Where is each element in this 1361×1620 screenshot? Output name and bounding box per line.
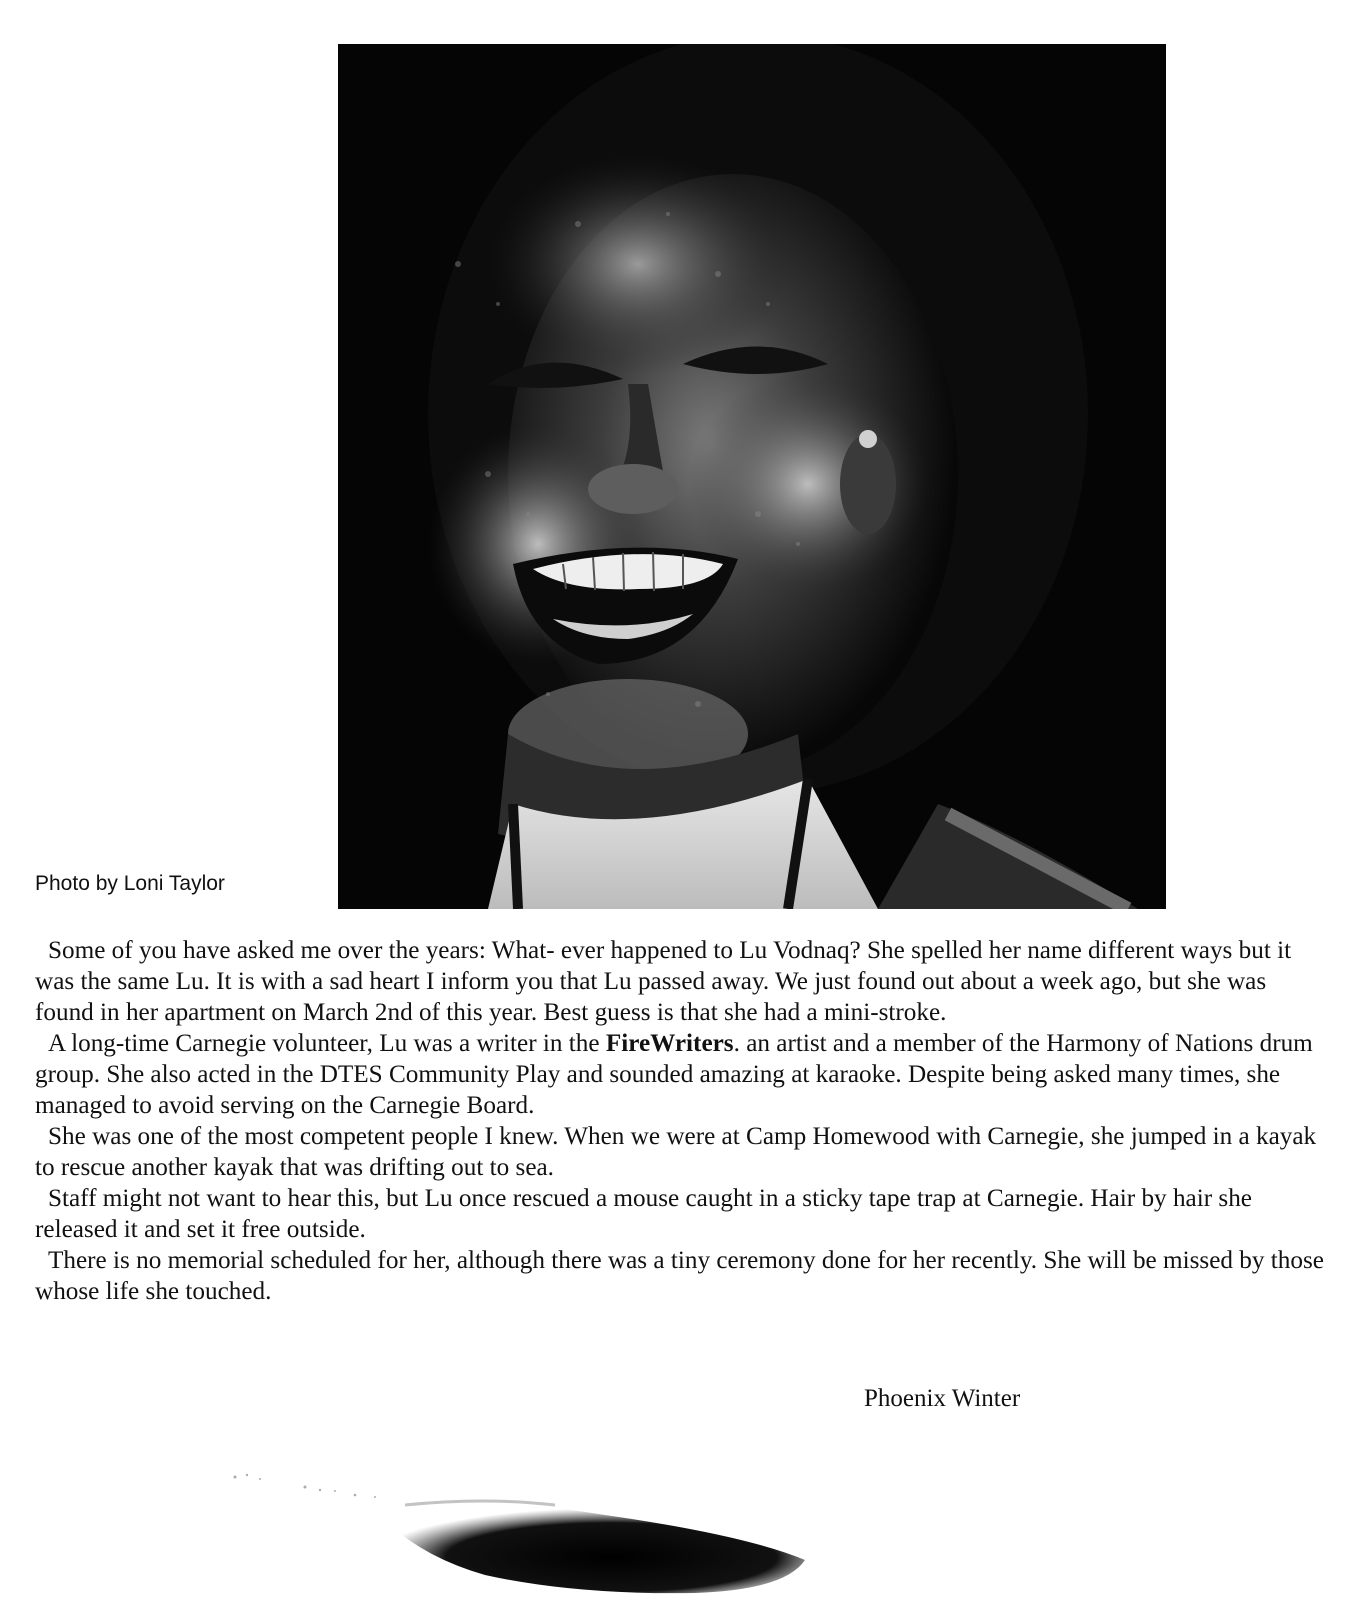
firewriters-name: FireWriters bbox=[605, 1030, 734, 1057]
article-paragraph: She was one of the most competent people I knew. When we were at Camp Homewood with Carnegie, she jumped in a kayak to rescue another kayak that was drifting out to sea. bbox=[35, 1123, 1317, 1181]
obituary-article bbox=[35, 935, 1325, 1307]
portrait-photo bbox=[338, 44, 1166, 909]
author-signature: Phoenix Winter bbox=[864, 1385, 1021, 1412]
photo-credit: Photo by Loni Taylor bbox=[35, 872, 225, 895]
article-paragraph: There is no memorial scheduled for her, although there was a tiny ceremony done for her recently. She will be missed by those whose life she touched. bbox=[35, 1247, 1324, 1305]
paragraph-text: A long-time Carnegie volunteer, Lu was a writer in the bbox=[48, 1030, 606, 1057]
paragraph-text: . an artist and a member of the Harmony of Nations drum group. She also acted in the DTES Community Play and sounded amazing at karaoke. Despite being asked many times, she managed to avoid serving on the Carnegie Board. bbox=[35, 1030, 1313, 1119]
article-paragraph bbox=[35, 1028, 1325, 1121]
portrait-illustration bbox=[338, 44, 1166, 909]
ink-smudge bbox=[225, 1465, 845, 1605]
article-paragraph: Some of you have asked me over the years: What- ever happened to Lu Vodnaq? She spelled her name different ways but it was the same Lu. It is with a sad heart I inform you that Lu passed away. We just found out about a week ago, but she was found in her apartment on March 2nd of this year. Best guess is that she had a mini-stroke. bbox=[35, 937, 1292, 1026]
article-paragraph: Staff might not want to hear this, but Lu once rescued a mouse caught in a sticky tape trap at Carnegie. Hair by hair she released it and set it free outside. bbox=[35, 1185, 1252, 1243]
